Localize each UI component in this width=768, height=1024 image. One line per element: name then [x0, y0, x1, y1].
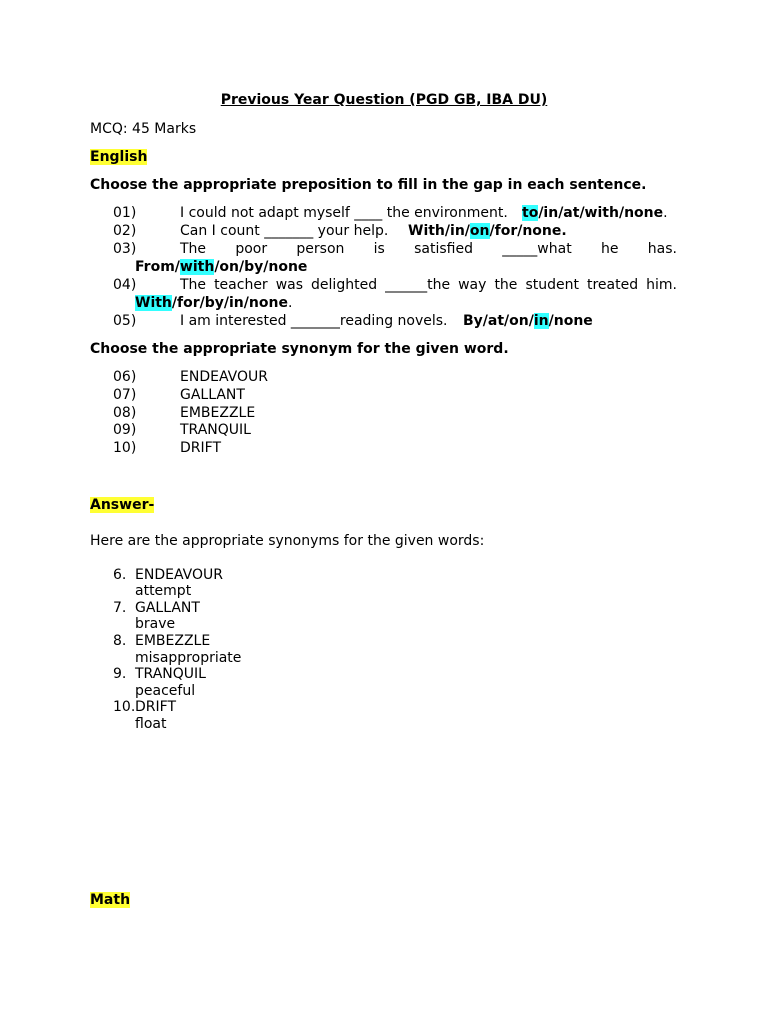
answer-number: 9. [113, 666, 127, 682]
answer-highlight: with [179, 259, 215, 275]
options-pre: By/at/on/ [463, 313, 534, 329]
word: The [180, 277, 207, 293]
question-word: ENDEAVOUR [180, 369, 268, 385]
word: him. [646, 277, 677, 293]
question-text: I am interested _______reading novels. [180, 313, 448, 329]
mcq-marks: MCQ: 45 Marks [90, 121, 197, 137]
english-heading [90, 148, 147, 166]
answer-heading [90, 496, 154, 514]
word: way [458, 277, 487, 293]
answer-number: 7. [113, 600, 127, 616]
options-end: . [287, 295, 293, 311]
answer-word: EMBEZZLE [135, 633, 211, 649]
answer-highlight: on [469, 223, 490, 239]
question-text [180, 276, 677, 294]
word: person [296, 241, 345, 257]
question-number: 09) [113, 422, 137, 438]
answer-word: TRANQUIL [135, 666, 206, 682]
question-number: 01) [113, 205, 137, 221]
question-word: DRIFT [180, 440, 221, 456]
word: _____what [502, 241, 572, 257]
word: was [275, 277, 304, 293]
question-options [408, 222, 567, 240]
word: teacher [214, 277, 268, 293]
options-end: . [663, 205, 668, 221]
word: he [600, 241, 619, 257]
math-heading [90, 891, 130, 909]
preposition-instruction: Choose the appropriate preposition to fill in the gap in each sentence. [90, 177, 647, 193]
word: has. [647, 241, 677, 257]
answer-heading-label: Answer- [90, 497, 155, 513]
synonym-instruction: Choose the appropriate synonym for the given word. [90, 341, 509, 357]
options-text: /none [548, 313, 593, 329]
question-number: 03) [113, 241, 137, 257]
word: poor [235, 241, 268, 257]
options-text: /on/by/none [214, 259, 308, 275]
question-text: I could not adapt myself ____ the environment. [180, 205, 508, 221]
answer-word: GALLANT [135, 600, 200, 616]
question-word: TRANQUIL [180, 422, 251, 438]
question-number: 10) [113, 440, 137, 456]
question-number: 05) [113, 313, 137, 329]
options-text: /for/by/in/none [171, 295, 288, 311]
question-number: 02) [113, 223, 137, 239]
english-heading-label: English [90, 149, 148, 165]
answer-number: 6. [113, 567, 127, 583]
answer-number: 10. [113, 699, 136, 715]
answer-synonym: peaceful [135, 683, 196, 699]
answer-intro: Here are the appropriate synonyms for the given words: [90, 533, 485, 549]
question-options [522, 204, 668, 222]
answer-number: 8. [113, 633, 127, 649]
question-word: GALLANT [180, 387, 245, 403]
question-number: 07) [113, 387, 137, 403]
word: is [373, 241, 385, 257]
answer-highlight: With [135, 295, 172, 311]
answer-synonym: float [135, 716, 167, 732]
question-text [180, 240, 677, 258]
options-text: /in/at/with/none [538, 205, 664, 221]
question-options [135, 258, 307, 276]
question-number: 06) [113, 369, 137, 385]
question-number: 08) [113, 405, 137, 421]
word: satisfied [414, 241, 474, 257]
word: treated [586, 277, 639, 293]
answer-synonym: misappropriate [135, 650, 242, 666]
word: the [494, 277, 518, 293]
word: The [180, 241, 207, 257]
question-word: EMBEZZLE [180, 405, 256, 421]
options-pre: From/ [135, 259, 180, 275]
word: delighted [311, 277, 378, 293]
answer-synonym: brave [135, 616, 176, 632]
answer-highlight: to [522, 205, 539, 221]
question-options [463, 312, 593, 330]
answer-highlight: in [533, 313, 549, 329]
answer-word: DRIFT [135, 699, 176, 715]
options-pre: With/in/ [408, 223, 470, 239]
page-title: Previous Year Question (PGD GB, IBA DU) [220, 92, 548, 108]
options-text: /for/none. [489, 223, 567, 239]
math-heading-label: Math [90, 892, 131, 908]
word: student [525, 277, 579, 293]
question-options [135, 294, 292, 312]
question-number: 04) [113, 277, 137, 293]
answer-word: ENDEAVOUR [135, 567, 223, 583]
answer-synonym: attempt [135, 583, 192, 599]
word: ______the [385, 277, 451, 293]
question-text: Can I count _______ your help. [180, 223, 389, 239]
